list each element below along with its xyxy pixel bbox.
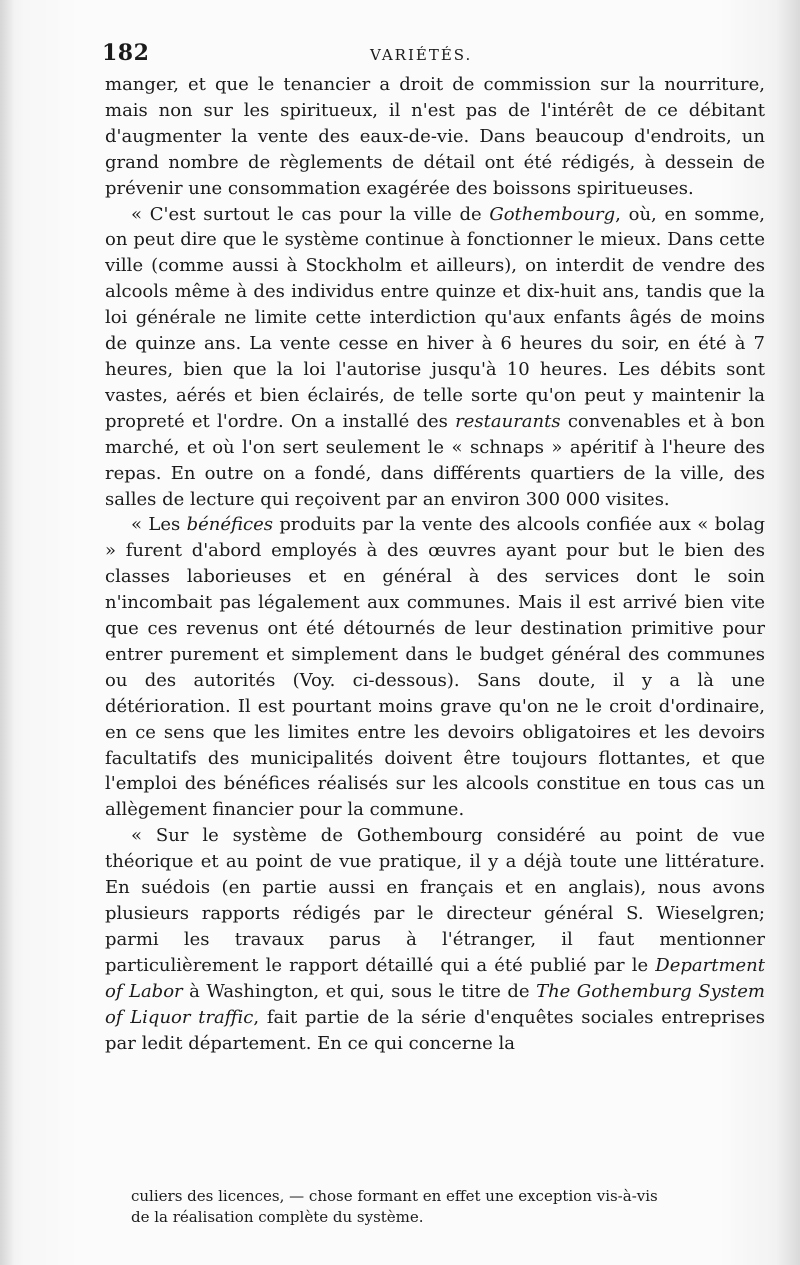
- page-header: [102, 40, 762, 74]
- paragraph-2: [105, 202, 765, 513]
- city-name-italic: Gothembourg: [489, 203, 616, 225]
- paragraph-2-text-b: , où, en somme, on peut dire que le système continue à fonctionner le mieux. Dans cette ville (comme aussi à Stockholm et ailleurs), on interdit de vendre des alcools même à des individus entre quinze et dix-huit ans, tandis que la loi générale ne limite cette interdiction qu'aux enfants âgés de moins de quinze ans. La vente cesse en hiver à 6 heures du soir, en été à 7 heures, bien que la loi l'autorise jusqu'à 10 heures. Les débits sont vastes, aérés et bien éclairés, de telle sorte qu'on peut y maintenir la propreté et l'ordre. On a installé des: [105, 203, 765, 432]
- page-edge-shadow: [0, 0, 14, 1265]
- footnote-line-1: culiers des licences, — chose formant en effet une exception vis-à-vis: [131, 1187, 658, 1205]
- paragraph-4-text-a: « Sur le système de Gothembourg considéré au point de vue théorique et au point de vue pratique, il y a déjà toute une littérature. En suédois (en partie aussi en français et en anglais), nous avons plusieurs rapports rédigés par le directeur général S. Wieselgren; parmi les travaux parus à l'étranger, il faut mentionner particulièrement le rapport détaillé qui a été publié par le: [105, 825, 765, 976]
- paragraph-1: manger, et que le tenancier a droit de commission sur la nourriture, mais non sur les spiritueux, il n'est pas de l'intérêt de ce débitant d'augmenter la vente des eaux-de-vie. Dans beaucoup d'endroits, un grand nombre de règlements de détail ont été rédigés, à dessein de prévenir une consommation exagérée des boissons spiritueuses.: [105, 74, 765, 199]
- running-head: VARIÉTÉS.: [370, 46, 473, 64]
- footnote: [131, 1186, 771, 1228]
- department-italic: Department of Labor: [105, 954, 765, 1002]
- book-title-italic: The Gothemburg System of Liquor traffic: [105, 980, 766, 1028]
- restaurants-italic: restaurants: [455, 410, 561, 432]
- paragraph-2-text-c: convenables et à bon marché, et où l'on sert seulement le « schnaps » apéritif à l'heure des repas. En outre on a fondé, dans différents quartiers de la ville, des salles de lecture qui reçoivent par an environ 300 000 visites.: [105, 410, 765, 510]
- paragraph-3-text-b: produits par la vente des alcools confiée aux « bolag » furent d'abord employés à des œuvres ayant pour but le bien des classes laborieuses et en général à des services dont le soin n'incombait pas légalement aux communes. Mais il est arrivé bien vite que ces revenus ont été détournés de leur destination primitive pour entrer purement et simplement dans le budget général des communes ou des autorités (Voy. ci-dessous). Sans doute, il y a là une détérioration. Il est pourtant moins grave qu'on ne le croit d'ordinaire, en ce sens que les limites entre les devoirs obligatoires et les devoirs facultatifs des municipalités doivent être toujours flottantes, et que l'emploi des bénéfices réalisés sur les alcools constitue en tous cas un allègement financier pour la commune.: [105, 514, 765, 821]
- benefices-italic: bénéfices: [186, 514, 274, 536]
- paragraph-4-text-b: à Washington, et qui, sous le titre de: [182, 980, 537, 1002]
- paragraph-4: [105, 823, 765, 1056]
- paragraph-3-text-a: « Les: [131, 514, 187, 536]
- paragraph-2-text-a: « C'est surtout le cas pour la ville de: [131, 203, 490, 225]
- body-text: [105, 72, 765, 1056]
- page-number: 182: [102, 40, 150, 66]
- paragraph-4-text-c: , fait partie de la série d'enquêtes sociales entreprises par ledit département. En ce qui concerne la: [105, 1006, 766, 1054]
- footnote-line-2: de la réalisation complète du système.: [131, 1208, 424, 1226]
- paragraph-3: [105, 512, 765, 823]
